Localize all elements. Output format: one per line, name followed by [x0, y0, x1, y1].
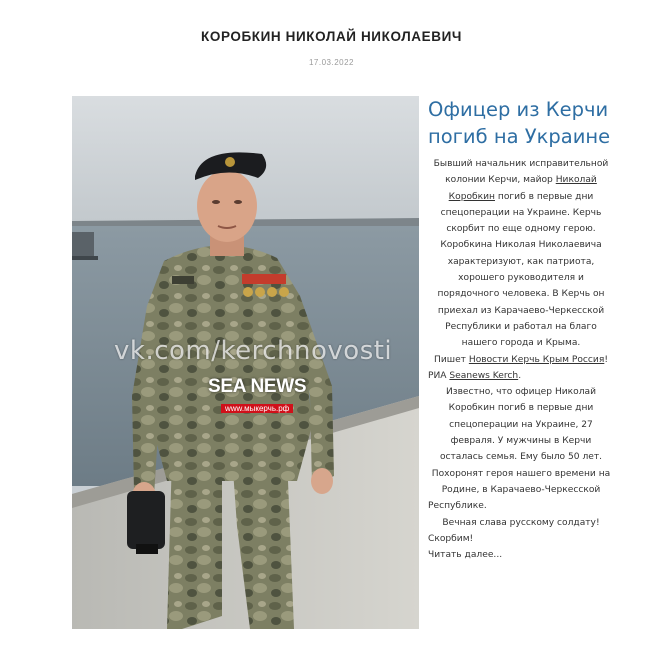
body-line: Республике.	[428, 501, 487, 512]
headline-line-1: Офицер из Керчи	[428, 98, 609, 121]
body-line	[426, 189, 616, 205]
body-text: .	[518, 370, 522, 381]
sea-news-logo	[208, 376, 306, 416]
headline-line-2: погиб на Украине	[428, 125, 611, 148]
body-line	[426, 352, 616, 368]
logo-subtext: www.мыкерчь.рф	[221, 404, 293, 413]
body-line: Скорбим!	[428, 533, 474, 544]
body-line: Похоронят героя нашего времени на	[431, 468, 611, 479]
article	[426, 96, 616, 563]
person-link-last-name[interactable]: Коробкин	[448, 191, 495, 202]
body-text: погиб в первые дни	[494, 191, 594, 202]
source-link-news-kerch[interactable]: Новости Керчь Крым Россия	[468, 354, 605, 365]
person-link-first-name[interactable]: Николай	[555, 175, 597, 186]
body-text: Пишет	[434, 354, 469, 365]
body-line: Республики и работал на благо	[445, 321, 597, 332]
body-line	[426, 368, 616, 384]
body-line: характеризуют, как патриота,	[447, 256, 595, 267]
body-line: приехал из Карачаево-Черкесской	[437, 305, 605, 316]
body-line: нашего города и Крыма.	[461, 338, 581, 349]
body-text: !	[604, 354, 608, 365]
body-text: колонии Керчи, майор	[445, 175, 556, 186]
body-line: Родине, в Карачаево-Черкесской	[441, 484, 601, 495]
read-more-link[interactable]: Читать далее...	[428, 550, 503, 561]
body-line: Коробкина Николая Николаевича	[440, 240, 602, 251]
body-line	[426, 172, 616, 188]
body-line: порядочного человека. В Керчь он	[437, 289, 605, 300]
page-title: КОРОБКИН НИКОЛАЙ НИКОЛАЕВИЧ	[201, 29, 462, 44]
body-line: Коробкин погиб в первые дни	[448, 403, 594, 414]
body-line: февраля. У мужчины в Керчи	[450, 436, 592, 447]
body-line: Вечная слава русскому солдату!	[442, 517, 600, 528]
body-text: РИА	[428, 370, 450, 381]
body-line: осталась семья. Ему было 50 лет.	[439, 452, 603, 463]
article-headline[interactable]	[428, 96, 616, 150]
body-line: Бывший начальник исправительной	[433, 159, 609, 169]
article-photo[interactable]	[72, 96, 419, 629]
logo-text: SEA NEWS	[208, 376, 307, 397]
source-link-seanews[interactable]: Seanews Kerch	[449, 370, 519, 381]
body-line: спецоперации на Украине, 27	[449, 419, 593, 430]
body-line: скорбит по еще одному герою.	[446, 224, 596, 235]
body-line: хорошего руководителя и	[458, 273, 584, 284]
post-date: 17.03.2022	[308, 58, 355, 67]
body-line: Известно, что офицер Николай	[445, 387, 597, 398]
watermark-url: vk.com/kerchnovosti	[114, 336, 393, 366]
body-line: спецоперации на Украине. Керчь	[440, 207, 602, 218]
